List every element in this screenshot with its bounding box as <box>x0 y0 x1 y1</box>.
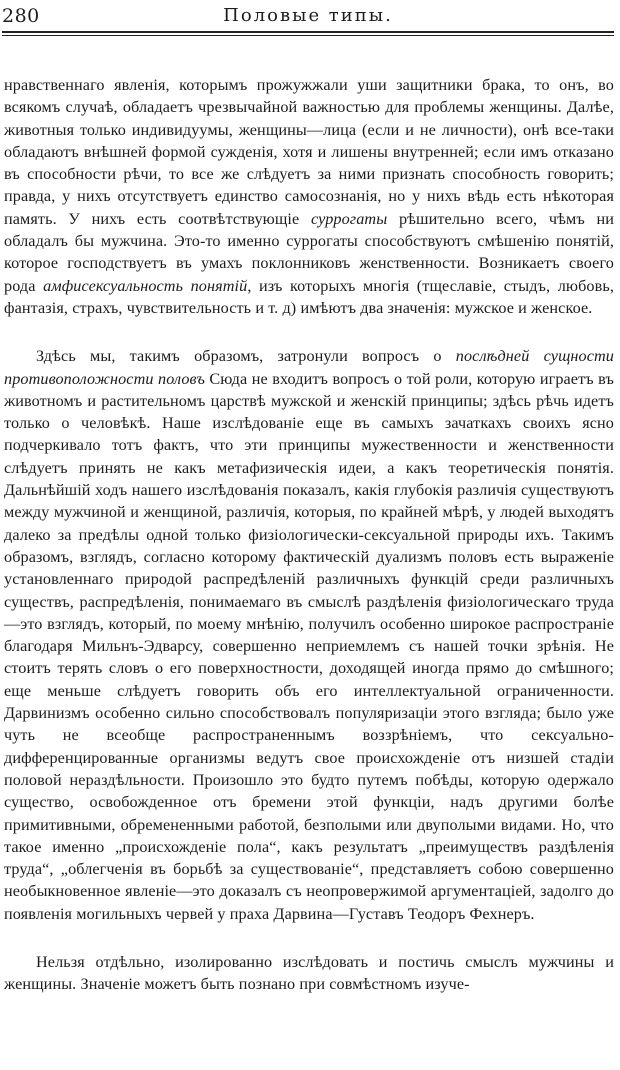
paragraph-gap <box>4 925 614 951</box>
page-number: 280 <box>2 5 40 27</box>
body-text <box>4 74 614 996</box>
italic-term-surrogates: суррогаты <box>310 209 388 228</box>
running-title: Половые типы. <box>223 5 393 26</box>
paragraph-2-text-cont: Сюда не входитъ вопросъ о той роли, которую играетъ въ животномъ и растительномъ царствѣ мужской и женскій принципы; здѣсь рѣчь идетъ только о человѣкѣ. Наше изслѣдованіе еще въ самыхъ зачаткахъ своихъ ясно подчеркивало тотъ фактъ, что эти принципы мужественности и женственности слѣдуетъ принять не какъ метафизическія идеи, а какъ теоретическія понятія. Дальнѣйшій ходъ нашего изслѣдованія показалъ, какія глубокія различія существуютъ между мужчиной и женщиной, различія, которыя, по крайней мѣрѣ, у людей выходятъ далеко за предѣлы одной только физіологически-сексуальной природы ихъ. Такимъ образомъ, взглядъ, согласно которому фактическій дуализмъ половъ есть выраженіе установленнаго природой распредѣленій различныхъ функцій среди различныхъ существъ, распредѣленія, понимаемаго въ смыслѣ раздѣленія физіологическаго труда—это взглядъ, который, по моему мнѣнію, получилъ особенно широкое распространіе благодаря Мильнъ-Эдварсу, совершенно неприемлемъ съ нашей точки зрѣнія. Не стоитъ терять словъ о его поверхностности, доходящей иногда прямо до смѣшного; еще меньше слѣдуетъ говорить объ его интеллектуальной ограниченности. Дарвинизмъ особенно сильно способствовалъ популяризаціи этого взгляда; было уже чуть не всеобще распространеннымъ воззрѣніемъ, что сексуально-дифференцированные организмы ведутъ свое происхожденіе отъ низшей стадіи половой нераздѣльности. Произошло это будто путемъ побѣды, которую одержало существо, освобожденное отъ бремени этой функціи, надъ другими болѣе примитивными, обремененными работой, безполыми или двуполыми видами. Но, что такое именно „происхожденіе пола“, какъ результатъ „преимуществъ раздѣленія труда“, „облегченія въ борьбѣ за существованіе“, представляетъ собою совершенно необыкновенное явленіе—это доказалъ съ неопровержимой аргументаціей, задолго до появленія могильныхъ червей у праха Дарвина—Густавъ Теодоръ Фехнеръ. <box>4 369 614 923</box>
paragraph-1-text-cont: рѣшительно всего, чѣмъ ни обладалъ бы мужчина. Это-то именно суррогаты способствуютъ смѣшенію понятій, которое господствуетъ въ умахъ поклонниковъ женственности. Возникаетъ своего рода <box>4 209 615 295</box>
page-header <box>2 4 614 30</box>
header-rule-thin <box>2 35 614 36</box>
paragraph-1-text: нравственнаго явленія, которымъ прожужжали уши защитники брака, то онъ, во всякомъ случаѣ, обладаетъ чрезвычайной важностью для проблемы женщины. Далѣе, животныя только индивидуумы, женщины—лица (если и не личности), онѣ все-таки обладаютъ внѣшней формой сужденія, хотя и лишены внутренней; если имъ отказано въ способности рѣчи, то все же слѣдуетъ за ними признать способность говорить; правда, у нихъ отсутствуетъ единство самосознанія, но у нихъ вѣдь есть нѣкоторая память. У нихъ есть соотвѣтствующіе <box>4 76 614 228</box>
paragraph-3 <box>4 951 614 996</box>
italic-term-amphisexuality: амфисексуальность понятій <box>43 276 248 295</box>
header-rule-thick <box>2 31 614 33</box>
paragraph-1-text-end: , изъ которыхъ многія (тщеславіе, стыдъ, любовь, фантазія, страхъ, чувствительность и т. д) имѣютъ два значенія: мужское и женское. <box>4 276 614 317</box>
italic-term-last-essence: послѣдней сущности противоположности половъ <box>4 347 614 388</box>
paragraph-gap <box>4 319 614 345</box>
paragraph-3-text: Нельзя отдѣльно, изолированно изслѣдовать и постичь смыслъ мужчины и женщины. Значеніе можетъ быть познано при совмѣстномъ изуче- <box>4 952 614 994</box>
paragraph-1 <box>4 74 614 319</box>
paragraph-2 <box>4 345 614 925</box>
paragraph-2-text: Здѣсь мы, такимъ образомъ, затронули вопросъ о <box>36 347 456 366</box>
